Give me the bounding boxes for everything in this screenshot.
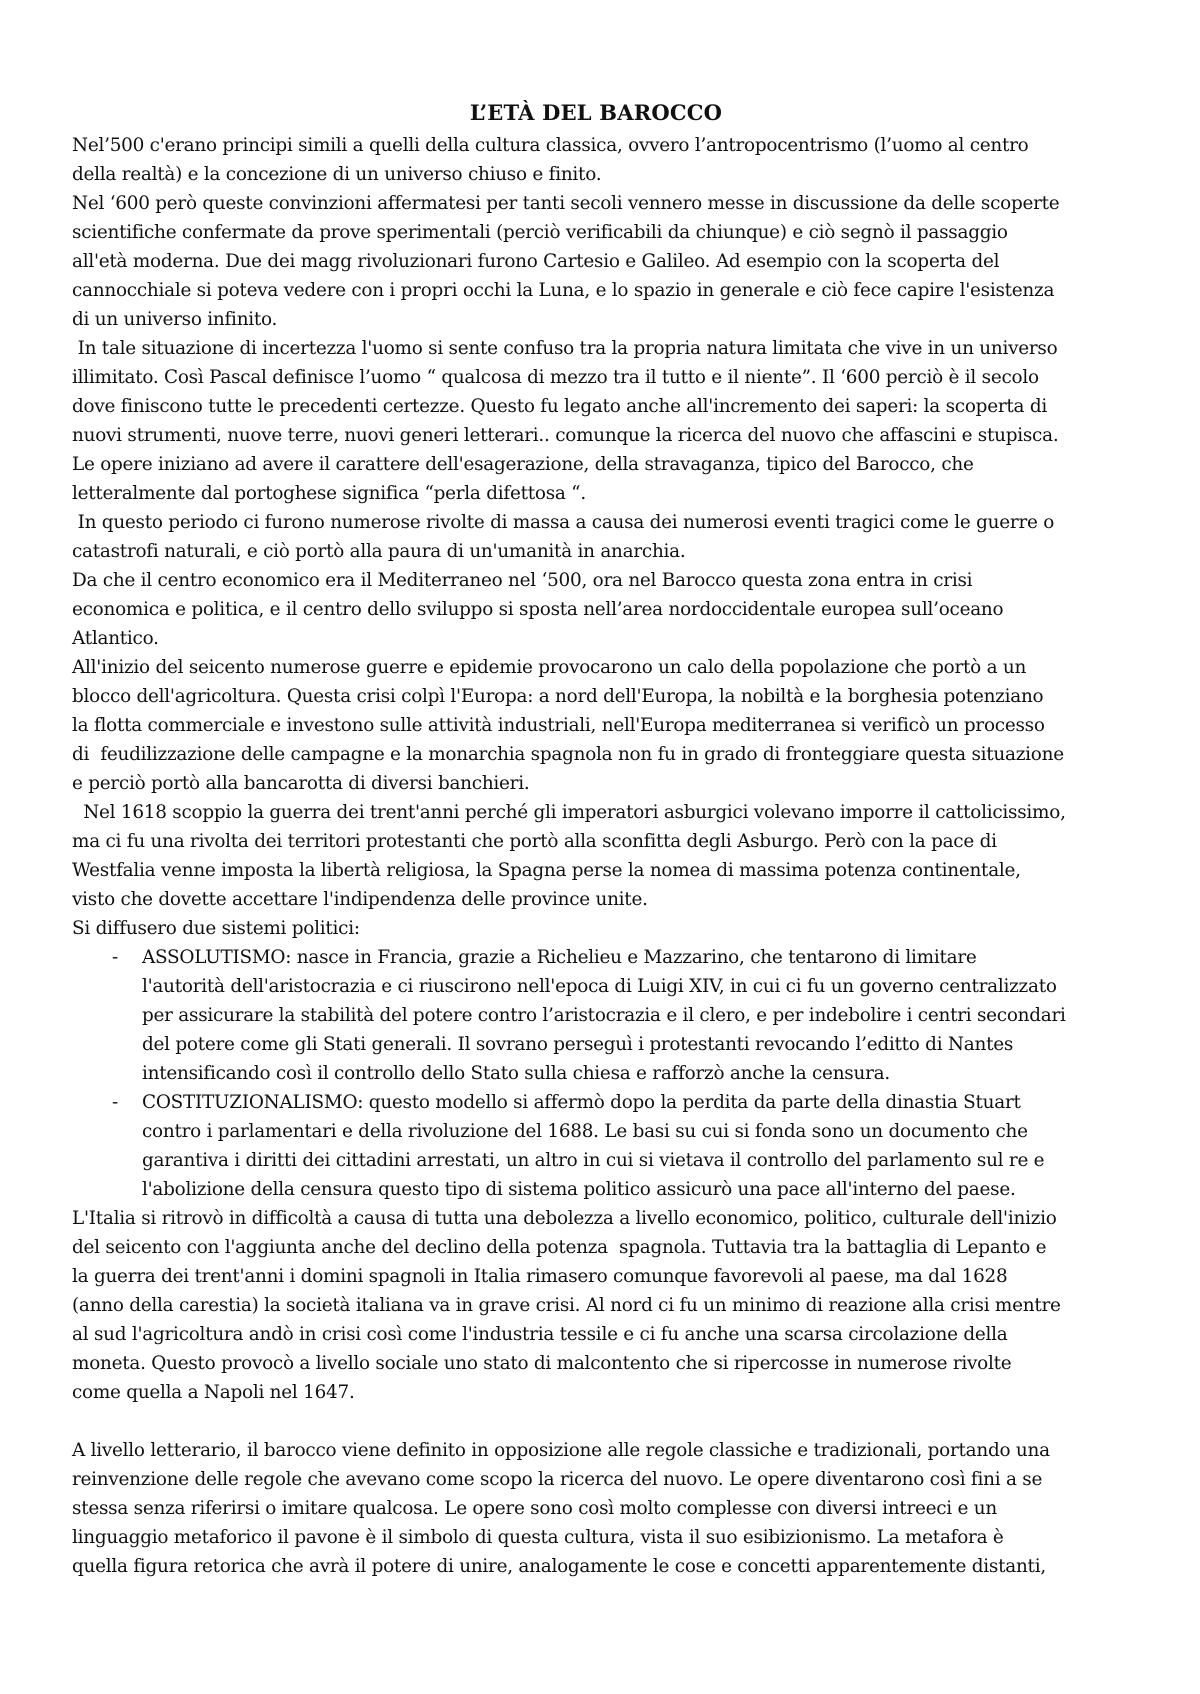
text-line: nuovi strumenti, nuove terre, nuovi generi letterari.. comunque la ricerca del nuovo che affascini e stupisca.: [72, 425, 1059, 446]
bullet-line: contro i parlamentari e della rivoluzione del 1688. Le basi su cui si fonda sono un documento che: [142, 1121, 1028, 1142]
text-line: ma ci fu una rivolta dei territori protestanti che portò alla sconfitta degli Asburgo. Però con la pace di: [72, 831, 997, 852]
bullet-item-costituzionalismo: [72, 1088, 1120, 1204]
text-line: All'inizio del seicento numerose guerre e epidemie provocarono un calo della popolazione che portò a un: [72, 657, 1027, 678]
text-line: moneta. Questo provocò a livello sociale uno stato di malcontento che si ripercosse in numerose rivolte: [72, 1353, 1012, 1374]
text-line: all'età moderna. Due dei magg rivoluzionari furono Cartesio e Galileo. Ad esempio con la scoperta del: [72, 251, 1000, 272]
text-line: dove finiscono tutte le precedenti certezze. Questo fu legato anche all'incremento dei saperi: la scoperta di: [72, 396, 1047, 417]
text-line: In questo periodo ci furono numerose rivolte di massa a causa dei numerosi eventi tragici come le guerre o: [72, 512, 1055, 533]
bullet-dash: -: [112, 947, 118, 968]
text-line: reinvenzione delle regole che avevano come scopo la ricerca del nuovo. Le opere diventarono così fini a se: [72, 1469, 1043, 1490]
bullet-text: COSTITUZIONALISMO: questo modello si affermò dopo la perdita da parte della dinastia Stuart: [142, 1092, 1021, 1113]
text-line: Atlantico.: [72, 628, 159, 649]
text-line: linguaggio metaforico il pavone è il simbolo di questa cultura, vista il suo esibizionismo. La metafora è: [72, 1527, 1004, 1548]
text-line: quella figura retorica che avrà il potere di unire, analogamente le cose e concetti apparentemente distanti,: [72, 1556, 1046, 1577]
italy-section: [72, 1204, 1120, 1407]
text-line: come quella a Napoli nel 1647.: [72, 1382, 355, 1403]
text-line: illimitato. Così Pascal definisce l’uomo “ qualcosa di mezzo tra il tutto e il niente”. Il ‘600 perciò è il secolo: [72, 367, 1039, 388]
text-line: la guerra dei trent'anni i domini spagnoli in Italia rimasero comunque favorevoli al paese, ma dal 1628: [72, 1266, 1008, 1287]
text-line: Si diffusero due sistemi politici:: [72, 918, 360, 939]
bullet-line: [72, 1088, 1120, 1117]
text-line: In tale situazione di incertezza l'uomo si sente confuso tra la propria natura limitata che vive in un universo: [72, 338, 1058, 359]
text-line: A livello letterario, il barocco viene definito in opposizione alle regole classiche e tradizionali, portando una: [72, 1440, 1050, 1461]
text-line: blocco dell'agricoltura. Questa crisi colpì l'Europa: a nord dell'Europa, la nobiltà e la borghesia potenziano: [72, 686, 1044, 707]
text-line: la flotta commerciale e investono sulle attività industriali, nell'Europa mediterranea si verificò un processo: [72, 715, 1045, 736]
bullet-line: l'autorità dell'aristocrazia e ci riuscirono nell'epoca di Luigi XIV, in cui ci fu un governo centralizzato: [142, 976, 1057, 997]
text-line: di un universo infinito.: [72, 309, 278, 330]
bullet-line: per assicurare la stabilità del potere contro l’aristocrazia e il clero, e per indebolire i centri secondari: [142, 1005, 1066, 1026]
text-line: Westfalia venne imposta la libertà religiosa, la Spagna perse la nomea di massima potenza continentale,: [72, 860, 1021, 881]
literary-section: [72, 1436, 1120, 1581]
document-title: L’ETÀ DEL BAROCCO: [469, 100, 723, 125]
text-line: catastrofi naturali, e ciò portò alla paura di un'umanità in anarchia.: [72, 541, 686, 562]
text-line: e perciò portò alla bancarotta di diversi banchieri.: [72, 773, 530, 794]
paragraph-spacer: [72, 1407, 1120, 1436]
text-line: scientifiche confermate da prove sperimentali (perciò verificabili da chiunque) e ciò segnò il passaggio: [72, 222, 1008, 243]
text-line: Nel’500 c'erano principi simili a quelli della cultura classica, ovvero l’antropocentrismo (l’uomo al centro: [72, 135, 1029, 156]
text-line: del seicento con l'aggiunta anche del declino della potenza spagnola. Tuttavia tra la battaglia di Lepanto e: [72, 1237, 1047, 1258]
text-line: Nel ‘600 però queste convinzioni affermatesi per tanti secoli vennero messe in discussione da delle scoperte: [72, 193, 1060, 214]
text-line: stessa senza riferirsi o imitare qualcosa. Le opere sono così molto complesse con diversi intreeci e un: [72, 1498, 997, 1519]
text-line: Nel 1618 scoppio la guerra dei trent'anni perché gli imperatori asburgici volevano imporre il cattolicissimo,: [72, 802, 1066, 823]
text-line: di feudilizzazione delle campagne e la monarchia spagnola non fu in grado di fronteggiare questa situazione: [72, 744, 1064, 765]
text-line: visto che dovette accettare l'indipendenza delle province unite.: [72, 889, 648, 910]
bullet-dash: -: [112, 1092, 118, 1113]
bullet-item-assolutismo: [72, 943, 1120, 1088]
intro-section: [72, 131, 1120, 943]
bullet-list: [72, 943, 1120, 1204]
text-line: cannocchiale si poteva vedere con i propri occhi la Luna, e lo spazio in generale e ciò fece capire l'esistenza: [72, 280, 1055, 301]
bullet-line: del potere come gli Stati generali. Il sovrano perseguì i protestanti revocando l’editto di Nantes: [142, 1034, 1014, 1055]
text-line: al sud l'agricoltura andò in crisi così come l'industria tessile e ci fu anche una scarsa circolazione della: [72, 1324, 1008, 1345]
bullet-line: intensificando così il controllo dello Stato sulla chiesa e rafforzò anche la censura.: [142, 1063, 890, 1084]
text-line: della realtà) e la concezione di un universo chiuso e finito.: [72, 164, 602, 185]
bullet-line: [72, 943, 1120, 972]
bullet-line: l'abolizione della censura questo tipo di sistema politico assicurò una pace all'interno del paese.: [142, 1179, 1016, 1200]
text-line: Le opere iniziano ad avere il carattere dell'esagerazione, della stravaganza, tipico del Barocco, che: [72, 454, 974, 475]
text-line: letteralmente dal portoghese significa “perla difettosa “.: [72, 483, 586, 504]
text-line: Da che il centro economico era il Mediterraneo nel ‘500, ora nel Barocco questa zona entra in crisi: [72, 570, 973, 591]
bullet-text: ASSOLUTISMO: nasce in Francia, grazie a Richelieu e Mazzarino, che tentarono di limitare: [142, 947, 977, 968]
text-line: L'Italia si ritrovò in difficoltà a causa di tutta una debolezza a livello economico, politico, culturale dell'inizio: [72, 1208, 1057, 1229]
text-line: (anno della carestia) la società italiana va in grave crisi. Al nord ci fu un minimo di reazione alla crisi mentre: [72, 1295, 1061, 1316]
bullet-line: garantiva i diritti dei cittadini arrestati, un altro in cui si vietava il controllo del parlamento sul re e: [142, 1150, 1045, 1171]
text-line: economica e politica, e il centro dello sviluppo si sposta nell’area nordoccidentale europea sull’oceano: [72, 599, 1004, 620]
